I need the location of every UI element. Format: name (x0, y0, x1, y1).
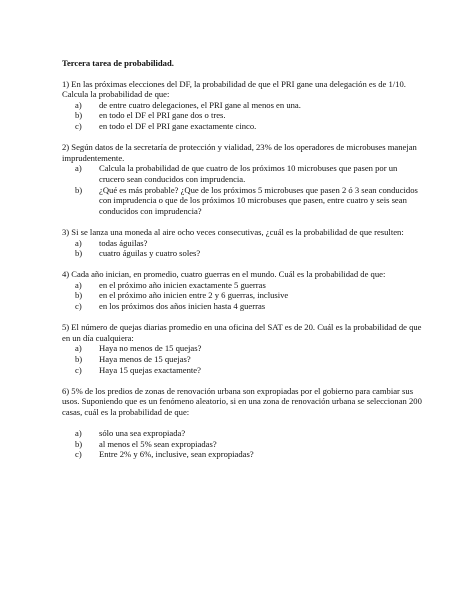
document-title: Tercera tarea de probabilidad. (62, 58, 174, 68)
item-text: en el próximo año inicien exactamente 5 guerras (99, 279, 266, 290)
item-text: al menos el 5% sean expropiadas? (99, 438, 217, 449)
list-item (62, 449, 424, 460)
item-letter: a) (75, 163, 82, 174)
list-item (62, 110, 424, 121)
problem-items (62, 100, 424, 132)
list-item (62, 280, 424, 291)
problem-items (62, 163, 424, 216)
list-item (62, 238, 424, 249)
problem-items (62, 238, 424, 259)
item-letter: b) (75, 248, 83, 259)
item-letter: b) (75, 290, 83, 301)
problem-statement: 5) El número de quejas diarias promedio en una oficina del SAT es de 20. Cuál es la probabilidad de que en un día cualquiera: (62, 322, 422, 343)
list-item (62, 248, 424, 259)
problem-6 (62, 386, 424, 460)
list-item (62, 439, 424, 450)
item-text: en todo el DF el PRI gane dos o tres. (99, 110, 226, 121)
problem-2 (62, 142, 424, 216)
list-item (62, 365, 424, 376)
item-letter: a) (75, 343, 82, 354)
item-letter: b) (75, 354, 83, 365)
item-letter: a) (75, 99, 82, 110)
item-letter: a) (75, 428, 82, 439)
item-text: ¿Qué es más probable? ¿Que de los próximos 5 microbuses que pasen 2 ó 3 sean conducidos con imprudencia o que de los próximos 10 microbuses que pasen, entre cuatro y seis sean conducidos con imprudencia? (99, 184, 418, 216)
list-item (62, 428, 424, 439)
item-text: Haya 15 quejas exactamente? (99, 364, 201, 375)
item-letter: c) (75, 120, 82, 131)
item-text: de entre cuatro delegaciones, el PRI gane al menos en una. (99, 99, 301, 110)
list-item (62, 301, 424, 312)
item-letter: c) (75, 449, 82, 460)
problem-items (62, 280, 424, 312)
item-text: sólo una sea expropiada? (99, 428, 186, 439)
problem-items (62, 343, 424, 375)
item-text: Haya menos de 15 quejas? (99, 354, 191, 365)
item-text: Entre 2% y 6%, inclusive, sean expropiadas? (99, 449, 254, 460)
list-item (62, 343, 424, 354)
problem-statement: 6) 5% de los predios de zonas de renovación urbana son expropiadas por el gobierno para cambiar sus usos. Suponiendo que es un fenómeno aleatorio, si en una zona de renovación urbana se seleccionan 200 casas, cuál es la probabilidad de que: (62, 385, 422, 417)
problem-1 (62, 79, 424, 132)
item-text: en el próximo año inicien entre 2 y 6 guerras, inclusive (99, 290, 289, 301)
item-letter: c) (75, 301, 82, 312)
item-text: Calcula la probabilidad de que cuatro de los próximos 10 microbuses que pasen por un crucero sean conducidos con imprudencia. (99, 163, 398, 184)
item-text: cuatro águilas y cuatro soles? (99, 248, 201, 259)
problem-statement: 3) Si se lanza una moneda al aire ocho veces consecutivas, ¿cuál es la probabilidad de que resulten: (62, 226, 404, 237)
problem-3 (62, 227, 424, 259)
list-item (62, 185, 424, 217)
list-item (62, 163, 424, 184)
item-letter: b) (75, 438, 83, 449)
problem-statement: 2) Según datos de la secretaría de protección y vialidad, 23% de los operadores de microbuses manejan imprudentemente. (62, 142, 417, 163)
item-letter: c) (75, 364, 82, 375)
item-text: en los próximos dos años inicien hasta 4 guerras (99, 301, 266, 312)
list-item (62, 100, 424, 111)
problem-statement: 4) Cada año inician, en promedio, cuatro guerras en el mundo. Cuál es la probabilidad de que: (62, 269, 386, 280)
item-text: Haya no menos de 15 quejas? (99, 343, 202, 354)
problem-items (62, 428, 424, 460)
item-letter: a) (75, 237, 82, 248)
problem-4 (62, 269, 424, 311)
item-text: todas águilas? (99, 237, 148, 248)
list-item (62, 121, 424, 132)
item-letter: a) (75, 279, 82, 290)
problem-5 (62, 322, 424, 375)
list-item (62, 354, 424, 365)
list-item (62, 290, 424, 301)
item-letter: b) (75, 184, 83, 195)
problem-statement: 1) En las próximas elecciones del DF, la probabilidad de que el PRI gane una delegación es de 1/10. Calcula la probabilidad de que: (62, 78, 406, 100)
item-letter: b) (75, 110, 83, 121)
item-text: en todo el DF el PRI gane exactamente cinco. (99, 120, 257, 131)
spacer (62, 418, 424, 429)
